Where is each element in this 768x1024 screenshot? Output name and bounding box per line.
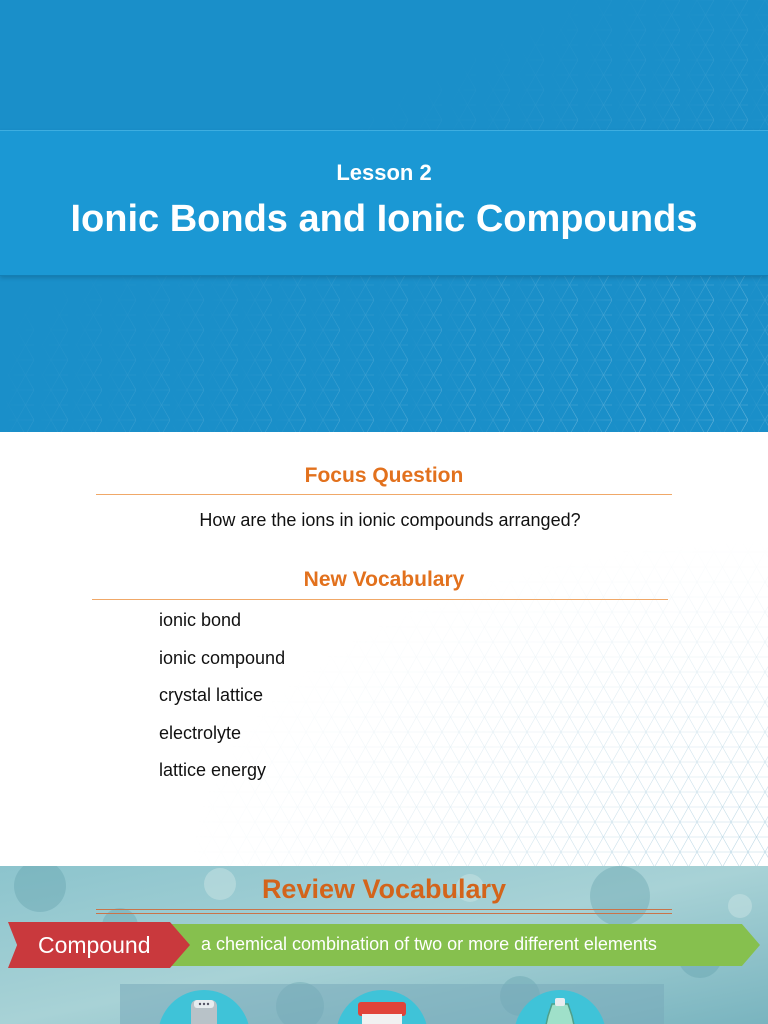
- review-heading-rule: [96, 909, 672, 910]
- new-vocabulary-heading: New Vocabulary: [303, 568, 465, 591]
- review-term: Compound: [38, 932, 151, 958]
- vocabulary-item: ionic bond: [159, 610, 242, 630]
- bottle-icon: [514, 990, 606, 1024]
- focus-slide: [0, 432, 768, 866]
- focus-heading-rule: [96, 494, 672, 495]
- vocabulary-item: lattice energy: [159, 760, 267, 780]
- salt-shaker-icon: [158, 990, 250, 1024]
- review-vocabulary-heading: Review Vocabulary: [261, 874, 507, 904]
- title-slide: [0, 0, 768, 432]
- review-definition: a chemical combination of two or more different elements: [201, 934, 657, 954]
- vocabulary-item: crystal lattice: [159, 685, 264, 705]
- vocabulary-list: [159, 608, 285, 796]
- review-heading-rule-2: [96, 913, 672, 914]
- focus-question-text: How are the ions in ionic compounds arranged?: [199, 510, 581, 530]
- lesson-title: Ionic Bonds and Ionic Compounds: [70, 198, 698, 240]
- vocabulary-item: electrolyte: [159, 722, 242, 743]
- vocabulary-item: ionic compound: [159, 647, 286, 668]
- definition-row: [8, 922, 760, 968]
- focus-question-heading: Focus Question: [304, 464, 464, 487]
- review-slide: [0, 866, 768, 1024]
- lesson-label: Lesson 2: [336, 160, 432, 185]
- background-grid-pattern: [0, 432, 768, 866]
- container-icon: [336, 990, 428, 1024]
- vocabulary-heading-rule: [92, 599, 668, 600]
